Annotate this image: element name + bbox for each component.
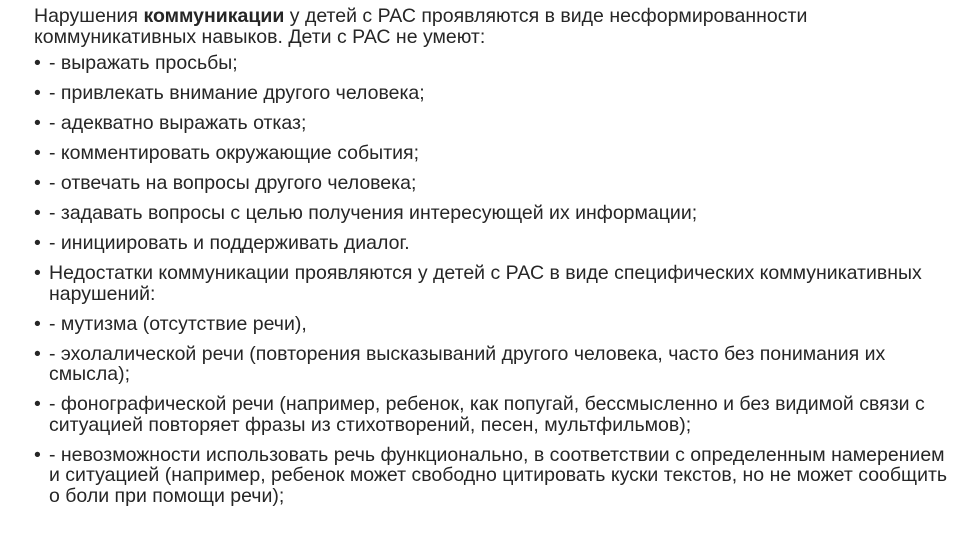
slide-content	[34, 6, 949, 516]
list-item-text: - привлекать внимание другого человека;	[49, 82, 425, 104]
intro-suffix: у детей с РАС проявляются в виде несформированности коммуникативных навыков. Дети с РАС не умеют:	[34, 5, 808, 48]
bullet-icon: •	[34, 142, 41, 164]
list-item	[34, 143, 949, 164]
list-item	[34, 445, 949, 507]
bullet-icon: •	[34, 312, 41, 335]
intro-prefix: Нарушения	[34, 5, 144, 27]
bullet-icon: •	[34, 232, 41, 254]
list-item-text: - инициировать и поддерживать диалог.	[49, 232, 410, 254]
list-item-text: - выражать просьбы;	[49, 52, 238, 74]
list-item	[34, 113, 949, 134]
bullet-icon: •	[34, 112, 41, 134]
intro-paragraph	[34, 6, 949, 47]
bullet-icon: •	[34, 342, 41, 365]
list-item	[34, 233, 949, 254]
bullet-icon: •	[34, 82, 41, 104]
list-item	[34, 173, 949, 194]
bullet-icon: •	[34, 393, 41, 415]
list-item	[34, 203, 949, 224]
bullet-icon: •	[34, 443, 41, 466]
list-item-text: - отвечать на вопросы другого человека;	[49, 172, 417, 194]
bullet-list	[34, 53, 949, 506]
list-item-text: - адекватно выражать отказ;	[49, 112, 307, 134]
bullet-icon: •	[34, 52, 41, 74]
list-item-text: - фонографической речи (например, ребенок, как попугай, бессмысленно и без видимой связи с ситуацией повторяет фразы из стихотворений, песен, мультфильмов);	[49, 393, 925, 436]
list-item-text: Недостатки коммуникации проявляются у детей с РАС в виде специфических коммуникативных нарушений:	[49, 262, 922, 305]
bullet-icon: •	[34, 172, 41, 194]
list-item-text: - мутизма (отсутствие речи),	[49, 312, 307, 335]
list-item	[34, 83, 949, 104]
list-item	[34, 344, 949, 385]
list-item-text: - задавать вопросы с целью получения интересующей их информации;	[49, 202, 698, 224]
list-item	[34, 53, 949, 74]
list-item-text: - невозможности использовать речь функционально, в соответствии с определенным намерением и ситуацией (например, ребенок может свободно цитировать куски текстов, но не может сообщить о боли при помощи речи);	[49, 443, 948, 507]
intro-bold-term: коммуникации	[143, 5, 285, 27]
list-item-text: - комментировать окружающие события;	[49, 142, 419, 164]
bullet-icon: •	[34, 202, 41, 224]
list-item	[34, 314, 949, 335]
list-item	[34, 394, 949, 435]
list-item	[34, 263, 949, 304]
bullet-icon: •	[34, 262, 41, 284]
list-item-text: - эхолалической речи (повторения высказываний другого человека, часто без понимания их смысла);	[49, 342, 886, 385]
